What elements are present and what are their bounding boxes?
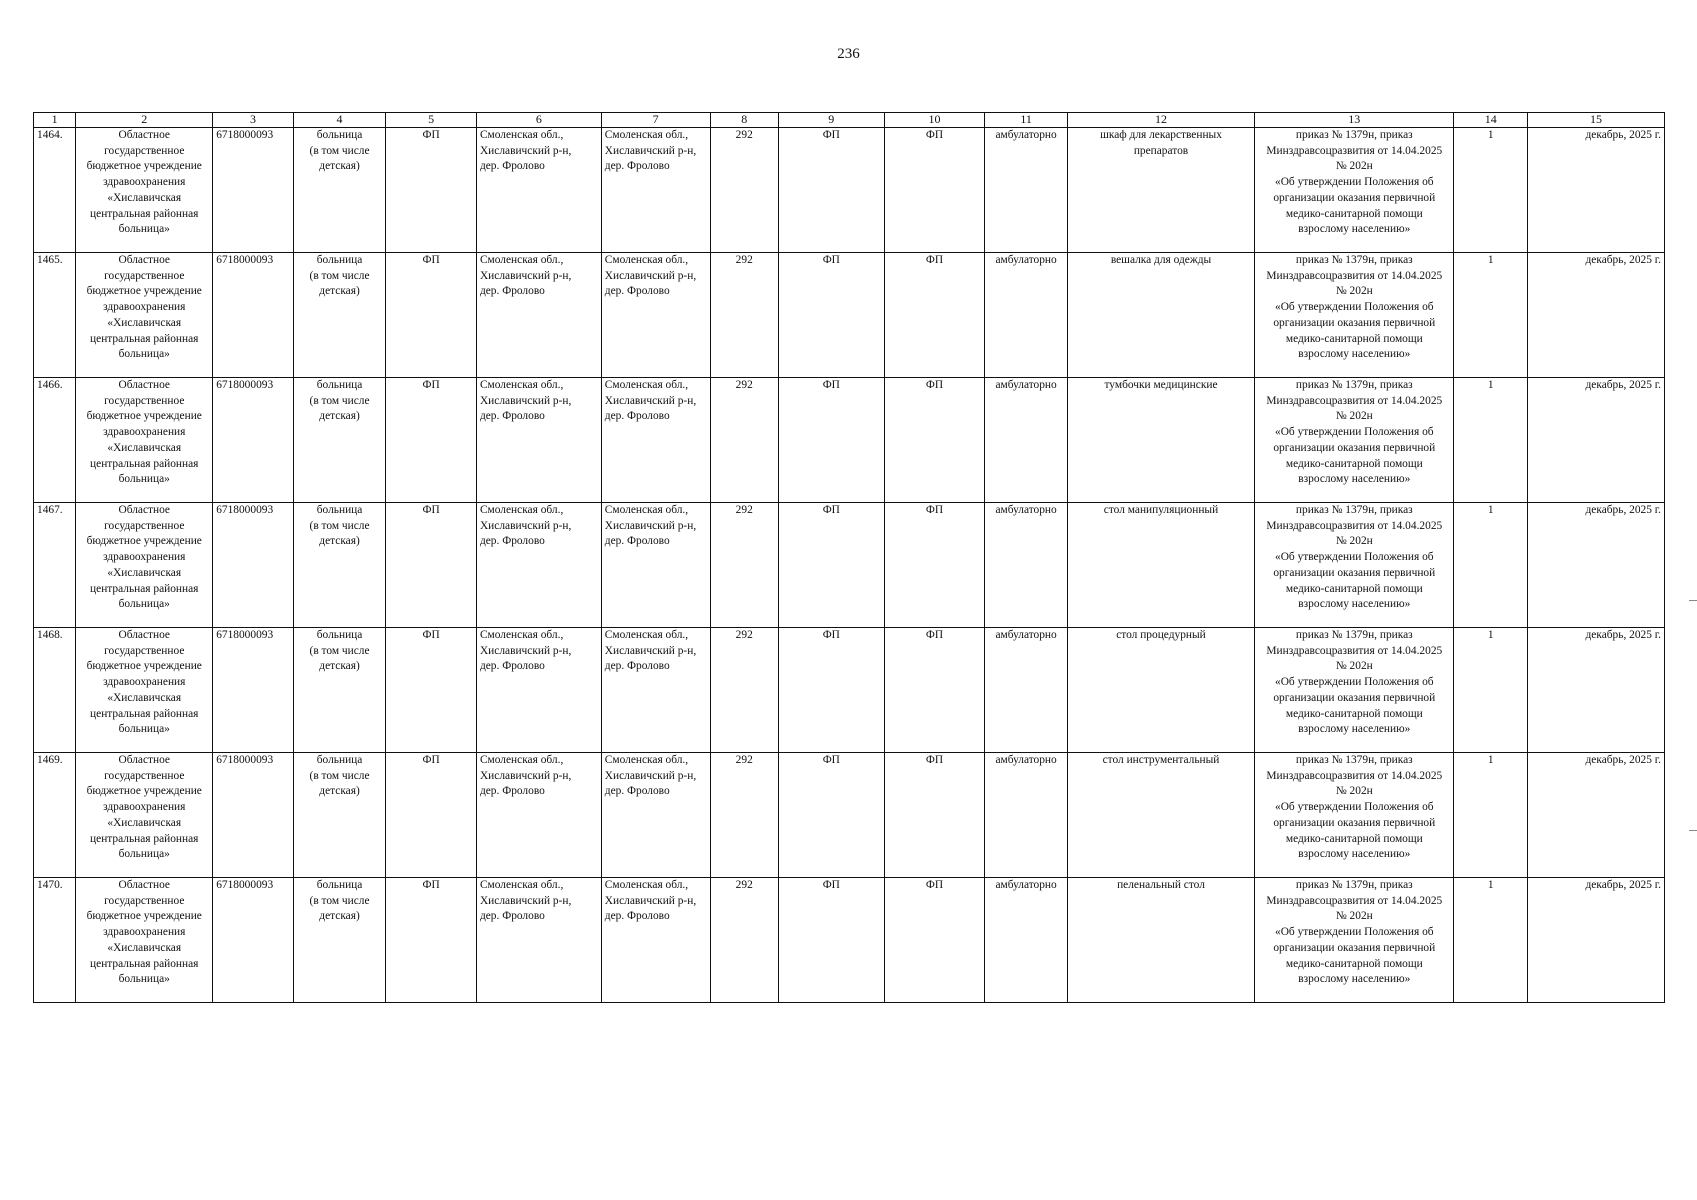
equipment-name: вешалка для одежды (1067, 253, 1254, 378)
organization-name: Областное государственное бюджетное учреждение здравоохранения «Хиславичская центральная районная больница» (76, 878, 213, 1003)
column-header: 8 (710, 113, 778, 128)
column-number-row (34, 113, 1665, 128)
equipment-table (33, 112, 1665, 1003)
organization-code: 6718000093 (213, 878, 294, 1003)
unit-type: ФП (778, 128, 884, 253)
address-actual: Смоленская обл., Хиславичский р-н, дер. Фролово (601, 253, 710, 378)
deadline: декабрь, 2025 г. (1527, 378, 1664, 503)
address: Смоленская обл., Хиславичский р-н, дер. Фролово (476, 128, 601, 253)
row-number: 1466. (34, 378, 76, 503)
organization-name: Областное государственное бюджетное учреждение здравоохранения «Хиславичская центральная районная больница» (76, 378, 213, 503)
unit-type: ФП (884, 878, 985, 1003)
equipment-name: пеленальный стол (1067, 878, 1254, 1003)
facility-type: больница (в том числе детская) (293, 753, 386, 878)
address-actual: Смоленская обл., Хиславичский р-н, дер. Фролово (601, 878, 710, 1003)
quantity: 292 (710, 878, 778, 1003)
legal-basis: приказ № 1379н, приказ Минздравсоцразвития от 14.04.2025 № 202н «Об утверждении Положения об организации оказания первичной медико-санитарной помощи взрослому населению» (1255, 378, 1454, 503)
legal-basis: приказ № 1379н, приказ Минздравсоцразвития от 14.04.2025 № 202н «Об утверждении Положения об организации оказания первичной медико-санитарной помощи взрослому населению» (1255, 628, 1454, 753)
unit-type: ФП (386, 878, 477, 1003)
facility-type: больница (в том числе детская) (293, 503, 386, 628)
organization-name: Областное государственное бюджетное учреждение здравоохранения «Хиславичская центральная районная больница» (76, 128, 213, 253)
unit-type: ФП (386, 128, 477, 253)
organization-code: 6718000093 (213, 753, 294, 878)
equipment-count: 1 (1454, 253, 1527, 378)
facility-type: больница (в том числе детская) (293, 128, 386, 253)
equipment-name: тумбочки медицинские (1067, 378, 1254, 503)
equipment-name: стол манипуляционный (1067, 503, 1254, 628)
unit-type: ФП (884, 128, 985, 253)
equipment-count: 1 (1454, 378, 1527, 503)
equipment-count: 1 (1454, 628, 1527, 753)
page-number: 236 (837, 46, 860, 62)
row-number: 1465. (34, 253, 76, 378)
unit-type: ФП (386, 628, 477, 753)
legal-basis: приказ № 1379н, приказ Минздравсоцразвития от 14.04.2025 № 202н «Об утверждении Положения об организации оказания первичной медико-санитарной помощи взрослому населению» (1255, 503, 1454, 628)
deadline: декабрь, 2025 г. (1527, 878, 1664, 1003)
organization-name: Областное государственное бюджетное учреждение здравоохранения «Хиславичская центральная районная больница» (76, 503, 213, 628)
address-actual: Смоленская обл., Хиславичский р-н, дер. Фролово (601, 128, 710, 253)
table-row (34, 753, 1665, 878)
address: Смоленская обл., Хиславичский р-н, дер. Фролово (476, 878, 601, 1003)
unit-type: ФП (778, 503, 884, 628)
address-actual: Смоленская обл., Хиславичский р-н, дер. Фролово (601, 628, 710, 753)
equipment-count: 1 (1454, 128, 1527, 253)
organization-name: Областное государственное бюджетное учреждение здравоохранения «Хиславичская центральная районная больница» (76, 753, 213, 878)
table-row (34, 628, 1665, 753)
care-mode: амбулаторно (985, 878, 1068, 1003)
address: Смоленская обл., Хиславичский р-н, дер. Фролово (476, 628, 601, 753)
row-number: 1469. (34, 753, 76, 878)
address: Смоленская обл., Хиславичский р-н, дер. Фролово (476, 378, 601, 503)
deadline: декабрь, 2025 г. (1527, 753, 1664, 878)
address: Смоленская обл., Хиславичский р-н, дер. Фролово (476, 253, 601, 378)
organization-name: Областное государственное бюджетное учреждение здравоохранения «Хиславичская центральная районная больница» (76, 628, 213, 753)
organization-code: 6718000093 (213, 628, 294, 753)
equipment-count: 1 (1454, 753, 1527, 878)
column-header: 12 (1067, 113, 1254, 128)
unit-type: ФП (884, 378, 985, 503)
organization-code: 6718000093 (213, 128, 294, 253)
facility-type: больница (в том числе детская) (293, 878, 386, 1003)
column-header: 11 (985, 113, 1068, 128)
quantity: 292 (710, 628, 778, 753)
unit-type: ФП (884, 628, 985, 753)
deadline: декабрь, 2025 г. (1527, 253, 1664, 378)
column-header: 7 (601, 113, 710, 128)
row-number: 1470. (34, 878, 76, 1003)
care-mode: амбулаторно (985, 253, 1068, 378)
table-row (34, 378, 1665, 503)
unit-type: ФП (778, 378, 884, 503)
unit-type: ФП (386, 753, 477, 878)
unit-type: ФП (778, 878, 884, 1003)
table-row (34, 503, 1665, 628)
deadline: декабрь, 2025 г. (1527, 128, 1664, 253)
quantity: 292 (710, 753, 778, 878)
quantity: 292 (710, 378, 778, 503)
table-row (34, 253, 1665, 378)
column-header: 5 (386, 113, 477, 128)
equipment-name: стол процедурный (1067, 628, 1254, 753)
legal-basis: приказ № 1379н, приказ Минздравсоцразвития от 14.04.2025 № 202н «Об утверждении Положения об организации оказания первичной медико-санитарной помощи взрослому населению» (1255, 878, 1454, 1003)
row-number: 1467. (34, 503, 76, 628)
address-actual: Смоленская обл., Хиславичский р-н, дер. Фролово (601, 753, 710, 878)
legal-basis: приказ № 1379н, приказ Минздравсоцразвития от 14.04.2025 № 202н «Об утверждении Положения об организации оказания первичной медико-санитарной помощи взрослому населению» (1255, 253, 1454, 378)
organization-name: Областное государственное бюджетное учреждение здравоохранения «Хиславичская центральная районная больница» (76, 253, 213, 378)
organization-code: 6718000093 (213, 503, 294, 628)
row-number: 1464. (34, 128, 76, 253)
column-header: 6 (476, 113, 601, 128)
equipment-name: стол инструментальный (1067, 753, 1254, 878)
column-header: 10 (884, 113, 985, 128)
address: Смоленская обл., Хиславичский р-н, дер. Фролово (476, 753, 601, 878)
address: Смоленская обл., Хиславичский р-н, дер. Фролово (476, 503, 601, 628)
organization-code: 6718000093 (213, 378, 294, 503)
column-header: 13 (1255, 113, 1454, 128)
unit-type: ФП (386, 378, 477, 503)
column-header: 3 (213, 113, 294, 128)
deadline: декабрь, 2025 г. (1527, 503, 1664, 628)
column-header: 9 (778, 113, 884, 128)
facility-type: больница (в том числе детская) (293, 253, 386, 378)
column-header: 14 (1454, 113, 1527, 128)
care-mode: амбулаторно (985, 628, 1068, 753)
unit-type: ФП (778, 753, 884, 878)
column-header: 4 (293, 113, 386, 128)
unit-type: ФП (778, 253, 884, 378)
column-header: 1 (34, 113, 76, 128)
care-mode: амбулаторно (985, 128, 1068, 253)
unit-type: ФП (884, 503, 985, 628)
scan-edge-mark (1689, 830, 1697, 831)
care-mode: амбулаторно (985, 503, 1068, 628)
facility-type: больница (в том числе детская) (293, 378, 386, 503)
column-header: 2 (76, 113, 213, 128)
quantity: 292 (710, 128, 778, 253)
legal-basis: приказ № 1379н, приказ Минздравсоцразвития от 14.04.2025 № 202н «Об утверждении Положения об организации оказания первичной медико-санитарной помощи взрослому населению» (1255, 753, 1454, 878)
unit-type: ФП (884, 253, 985, 378)
organization-code: 6718000093 (213, 253, 294, 378)
unit-type: ФП (386, 503, 477, 628)
table-row (34, 128, 1665, 253)
care-mode: амбулаторно (985, 753, 1068, 878)
quantity: 292 (710, 503, 778, 628)
address-actual: Смоленская обл., Хиславичский р-н, дер. Фролово (601, 503, 710, 628)
facility-type: больница (в том числе детская) (293, 628, 386, 753)
scan-edge-mark (1689, 600, 1697, 601)
care-mode: амбулаторно (985, 378, 1068, 503)
table-row (34, 878, 1665, 1003)
unit-type: ФП (386, 253, 477, 378)
deadline: декабрь, 2025 г. (1527, 628, 1664, 753)
unit-type: ФП (884, 753, 985, 878)
equipment-count: 1 (1454, 878, 1527, 1003)
equipment-name: шкаф для лекарственных препаратов (1067, 128, 1254, 253)
equipment-count: 1 (1454, 503, 1527, 628)
quantity: 292 (710, 253, 778, 378)
column-header: 15 (1527, 113, 1664, 128)
row-number: 1468. (34, 628, 76, 753)
address-actual: Смоленская обл., Хиславичский р-н, дер. Фролово (601, 378, 710, 503)
unit-type: ФП (778, 628, 884, 753)
legal-basis: приказ № 1379н, приказ Минздравсоцразвития от 14.04.2025 № 202н «Об утверждении Положения об организации оказания первичной медико-санитарной помощи взрослому населению» (1255, 128, 1454, 253)
